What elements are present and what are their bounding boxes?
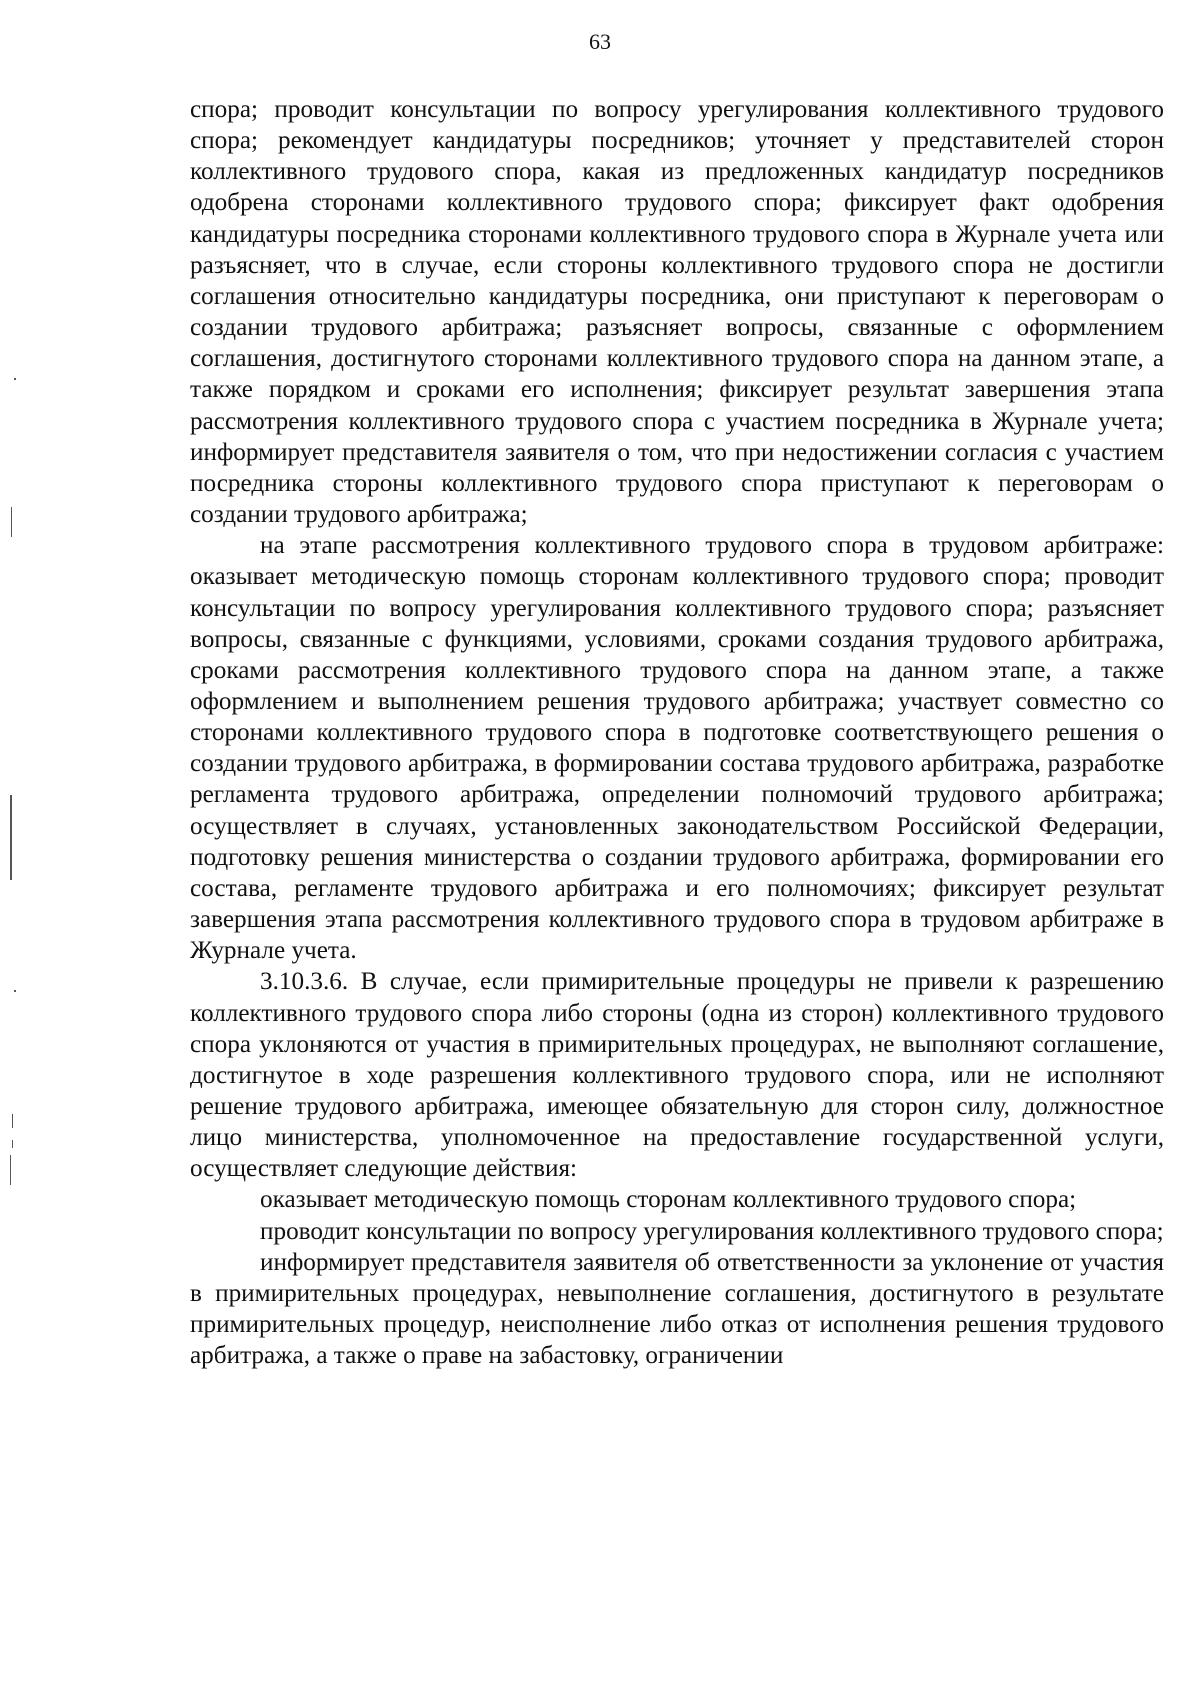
document-body bbox=[190, 94, 1164, 1371]
paragraph-section-3-10-3-6: 3.10.3.6. В случае, если примирительные процедуры не привели к разрешению коллективного трудового спора либо стороны (одна из сторон) коллективного трудового спора уклоняются от участия в примирительных процедурах, не выполняют соглашение, достигнутое в ходе разрешения коллективного трудового спора, или не исполняют решение трудового арбитража, имеющее обязательную для сторон силу, должностное лицо министерства, уполномоченное на предоставление государственной услуги, осуществляет следующие действия: bbox=[190, 968, 1164, 1183]
paragraph-methodological-help: оказывает методическую помощь сторонам коллективного трудового спора; bbox=[260, 1186, 1077, 1214]
paragraph-informs-responsibility: информирует представителя заявителя об ответственности за уклонение от участия в примирительных процедурах, невыполнение соглашения, достигнутого в результате примирительных процедур, неисполнение либо отказ от исполнения решения трудового арбитража, а также о праве на забастовку, ограничении bbox=[190, 1248, 1164, 1370]
paragraph-arbitration-stage: на этапе рассмотрения коллективного трудового спора в трудовом арбитраже: оказывает методическую помощь сторонам коллективного трудового спора; проводит консультации по вопросу урегулирования коллективного трудового спора; разъясняет вопросы, связанные с функциями, условиями, сроками создания трудового арбитража, сроками рассмотрения коллективного трудового спора на данном этапе, а также оформлением и выполнением решения трудового арбитража; участвует совместно со сторонами коллективного трудового спора в подготовке соответствующего решения о создании трудового арбитража, в формировании состава трудового арбитража, разработке регламента трудового арбитража, определении полномочий трудового арбитража; осуществляет в случаях, установленных законодательством Российской Федерации, подготовку решения министерства о создании трудового арбитража, формировании его состава, регламенте трудового арбитража и его полномочиях; фиксирует результат завершения этапа рассмотрения коллективного трудового спора в трудовом арбитраже в Журнале учета. bbox=[190, 532, 1164, 965]
paragraph-consultations: проводит консультации по вопросу урегулирования коллективного трудового спора; bbox=[260, 1217, 1164, 1245]
paragraph-mediator-stage: спора; проводит консультации по вопросу урегулирования коллективного трудового спора; рекомендует кандидатуры посредников; уточняет у представителей сторон коллективного трудового спора, какая из предложенных кандидатур посредников одобрена сторонами коллективного трудового спора; фиксирует факт одобрения кандидатуры посредника сторонами коллективного трудового спора в Журнале учета или разъясняет, что в случае, если стороны коллективного трудового спора не достигли соглашения относительно кандидатуры посредника, они приступают к переговорам о создании трудового арбитража; разъясняет вопросы, связанные с оформлением соглашения, достигнутого сторонами коллективного трудового спора на данном этапе, а также порядком и сроками его исполнения; фиксирует результат завершения этапа рассмотрения коллективного трудового спора с участием посредника в Журнале учета; информирует представителя заявителя о том, что при недостижении согласия с участием посредника стороны коллективного трудового спора приступают к переговорам о создании трудового арбитража; bbox=[190, 96, 1164, 529]
scan-margin-marks bbox=[0, 0, 40, 1695]
page-number: 63 bbox=[589, 29, 611, 54]
